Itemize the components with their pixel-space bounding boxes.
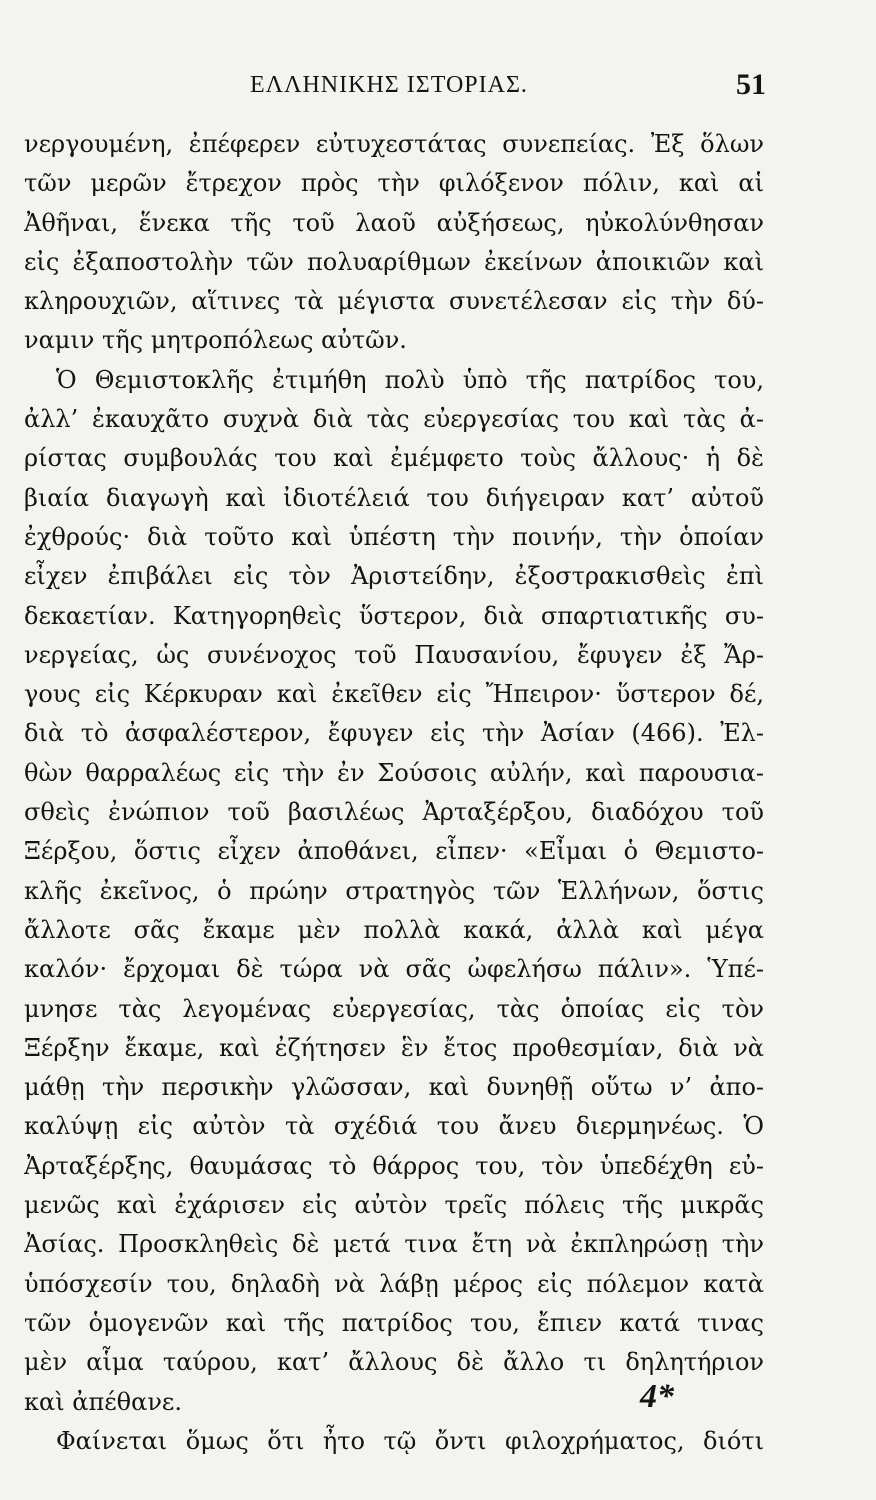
- text-line: μάθῃ τὴν περσικὴν γλῶσσαν, καὶ δυνηθῇ οὕτω ν’ ἀπο-: [24, 1073, 764, 1102]
- text-line: Ἀρταξέρξης, θαυμάσας τὸ θάρρος του, τὸν ὑπεδέχθη εὐ-: [24, 1151, 764, 1180]
- text-line: μενῶς καὶ ἐχάρισεν εἰς αὐτὸν τρεῖς πόλεις τῆς μικρᾶς: [24, 1191, 764, 1220]
- text-line: διὰ τὸ ἀσφαλέστερον, ἔφυγεν εἰς τὴν Ἀσίαν (466). Ἐλ-: [24, 719, 764, 748]
- running-title: ΕΛΛΗΝΙΚΗΣ ΙΣΤΟΡΙΑΣ.: [250, 72, 528, 98]
- text-line: Ἀσίας. Προσκληθεὶς δὲ μετά τινα ἔτη νὰ ἐκπληρώσῃ τὴν: [24, 1230, 764, 1259]
- text-line: γους εἰς Κέρκυραν καὶ ἐκεῖθεν εἰς Ἤπειρον· ὕστερον δέ,: [24, 680, 764, 709]
- text-line: νεργείας, ὡς συνένοχος τοῦ Παυσανίου, ἔφυγεν ἐξ Ἄρ-: [24, 640, 764, 669]
- text-line: κληρουχιῶν, αἵτινες τὰ μέγιστα συνετέλεσαν εἰς τὴν δύ-: [24, 287, 764, 316]
- text-line: βιαία διαγωγὴ καὶ ἰδιοτέλειά του διήγειραν κατ’ αὐτοῦ: [24, 483, 764, 512]
- text-line: θὼν θαρραλέως εἰς τὴν ἐν Σούσοις αὐλήν, καὶ παρουσια-: [24, 758, 764, 787]
- text-line: εἰς ἐξαποστολὴν τῶν πολυαρίθμων ἐκείνων ἀποικιῶν καὶ: [24, 247, 764, 276]
- page-number: 51: [736, 68, 766, 101]
- text-line: τῶν ὁμογενῶν καὶ τῆς πατρίδος του, ἔπιεν κατά τινας: [24, 1308, 764, 1337]
- text-line: Ξέρξου, ὅστις εἶχεν ἀποθάνει, εἶπεν· «Εἶμαι ὁ Θεμιστο-: [24, 837, 764, 866]
- text-line: ναμιν τῆς μητροπόλεως αὐτῶν.: [24, 326, 407, 355]
- text-line: εἶχεν ἐπιβάλει εἰς τὸν Ἀριστείδην, ἐξοστρακισθεὶς ἐπὶ: [24, 562, 764, 591]
- text-line: καὶ ἀπέθανε.: [24, 1387, 182, 1416]
- text-line: ἐχθρούς· διὰ τοῦτο καὶ ὑπέστη τὴν ποινήν, τὴν ὁποίαν: [24, 522, 764, 551]
- text-line: σθεὶς ἐνώπιον τοῦ βασιλέως Ἀρταξέρξου, διαδόχου τοῦ: [24, 798, 764, 827]
- running-head: [24, 64, 764, 108]
- text-line: καλόν· ἔρχομαι δὲ τώρα νὰ σᾶς ὠφελήσω πάλιν». Ὑπέ-: [24, 955, 764, 984]
- text-line: κλῆς ἐκεῖνος, ὁ πρώην στρατηγὸς τῶν Ἑλλήνων, ὅστις: [24, 876, 764, 905]
- text-line: ἀλλ’ ἐκαυχᾶτο συχνὰ διὰ τὰς εὐεργεσίας του καὶ τὰς ἀ-: [24, 405, 764, 434]
- text-line: ὑπόσχεσίν του, δηλαδὴ νὰ λάβῃ μέρος εἰς πόλεμον κατὰ: [24, 1269, 764, 1298]
- paragraph-start-line: Φαίνεται ὅμως ὅτι ἦτο τῷ ὄντι φιλοχρήματος, διότι: [56, 1426, 764, 1455]
- text-line: τῶν μερῶν ἔτρεχον πρὸς τὴν φιλόξενον πόλιν, καὶ αἱ: [24, 169, 764, 198]
- text-line: ρίστας συμβουλάς του καὶ ἐμέμφετο τοὺς ἄλλους· ἡ δὲ: [24, 444, 764, 473]
- text-line: μνησε τὰς λεγομένας εὐεργεσίας, τὰς ὁποίας εἰς τὸν: [24, 994, 764, 1023]
- paragraph-start-line: Ὁ Θεμιστοκλῆς ἐτιμήθη πολὺ ὑπὸ τῆς πατρίδος του,: [56, 365, 764, 394]
- body-text: [24, 125, 764, 1461]
- text-line: Ξέρξην ἔκαμε, καὶ ἐζήτησεν ἓν ἔτος προθεσμίαν, διὰ νὰ: [24, 1033, 764, 1062]
- text-line: ἄλλοτε σᾶς ἔκαμε μὲν πολλὰ κακά, ἀλλὰ καὶ μέγα: [24, 915, 764, 944]
- text-line: καλύψῃ εἰς αὐτὸν τὰ σχέδιά του ἄνευ διερμηνέως. Ὁ: [24, 1112, 764, 1141]
- text-line: νεργουμένη, ἐπέφερεν εὐτυχεστάτας συνεπείας. Ἐξ ὅλων: [24, 130, 764, 158]
- text-line: Ἀθῆναι, ἕνεκα τῆς τοῦ λαοῦ αὐξήσεως, ηὐκολύνθησαν: [24, 208, 764, 237]
- text-line: μὲν αἷμα ταύρου, κατ’ ἄλλους δὲ ἄλλο τι δηλητήριον: [24, 1348, 764, 1377]
- text-line: δεκαετίαν. Κατηγορηθεὶς ὕστερον, διὰ σπαρτιατικῆς συ-: [24, 601, 764, 630]
- signature-mark: 4*: [640, 1378, 674, 1415]
